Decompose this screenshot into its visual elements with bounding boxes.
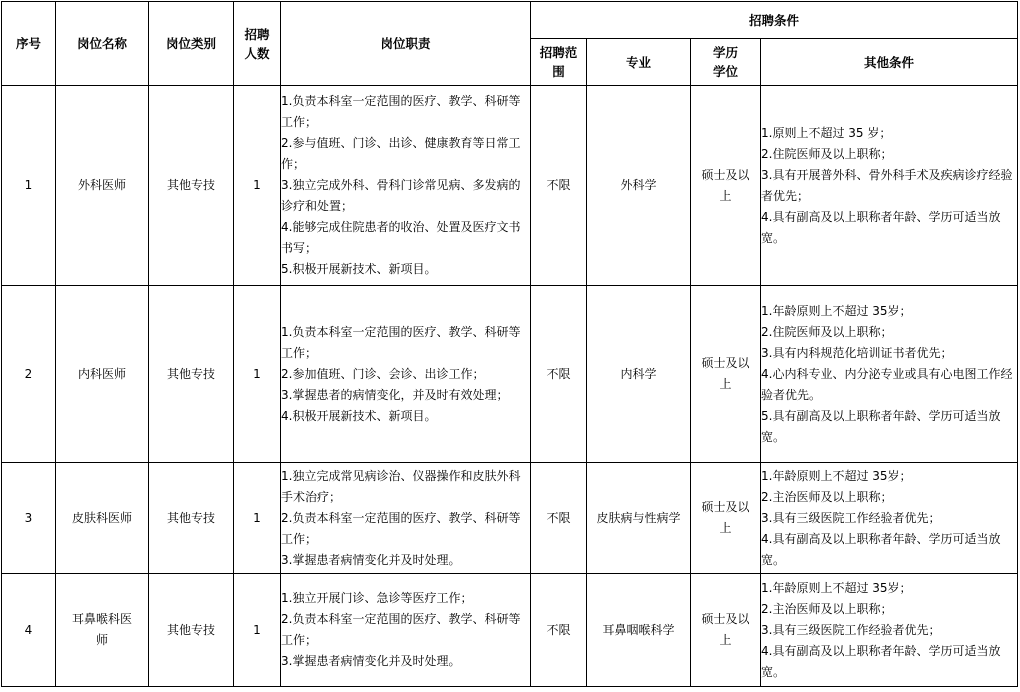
row-scope: 不限 xyxy=(531,463,587,574)
row-scope: 不限 xyxy=(531,86,587,286)
row-degree xyxy=(691,86,761,286)
row-other-conditions xyxy=(761,86,1018,286)
row-position-type: 其他专技 xyxy=(149,574,234,687)
row-degree-label: 硕士及以上 xyxy=(701,500,750,535)
row-seq: 1 xyxy=(2,86,56,286)
condition-item: 4.具有副高及以上职称者年龄、学历可适当放宽。 xyxy=(761,531,1001,567)
duty-item: 3.掌握患者的病情变化，并及时有效处理； xyxy=(281,387,509,402)
condition-item: 4.具有副高及以上职称者年龄、学历可适当放宽。 xyxy=(761,643,1001,679)
duty-item: 1.独立完成常见病诊治、仪器操作和皮肤外科手术治疗； xyxy=(281,468,521,504)
duty-item: 4.能够完成住院患者的收治、处置及医疗文书书写； xyxy=(281,220,521,255)
condition-item: 2.主治医师及以上职称； xyxy=(761,601,893,616)
duty-item: 1.负责本科室一定范围的医疗、教学、科研等工作； xyxy=(281,94,521,129)
row-major xyxy=(587,463,691,574)
row-position-name-label: 耳鼻喉科医师 xyxy=(71,612,132,647)
condition-item: 4.心内科专业、内分泌专业或具有心电图工作经验者优先。 xyxy=(761,366,1013,402)
duty-item: 2.参加值班、门诊、会诊、出诊工作； xyxy=(281,366,485,381)
condition-item: 2.主治医师及以上职称； xyxy=(761,489,893,504)
header-degree-label: 学历学位 xyxy=(712,45,738,79)
row-duties xyxy=(281,86,531,286)
table-row xyxy=(2,86,1018,286)
condition-item: 3.具有开展普外科、骨外科手术及疾病诊疗经验者优先； xyxy=(761,167,1013,203)
row-scope: 不限 xyxy=(531,574,587,687)
condition-item: 1.年龄原则上不超过 35岁； xyxy=(761,468,912,483)
row-seq: 4 xyxy=(2,574,56,687)
header-duties: 岗位职责 xyxy=(281,2,531,86)
header-hire-count xyxy=(234,2,281,86)
header-conditions: 招聘条件 xyxy=(531,2,1018,39)
row-duties xyxy=(281,574,531,687)
header-position-name: 岗位名称 xyxy=(56,2,149,86)
row-major: 内科学 xyxy=(587,286,691,463)
row-position-name: 内科医师 xyxy=(56,286,149,463)
row-position-type: 其他专技 xyxy=(149,86,234,286)
duty-item: 4.积极开展新技术、新项目。 xyxy=(281,408,437,423)
row-other-conditions xyxy=(761,463,1018,574)
duty-item: 2.负责本科室一定范围的医疗、教学、科研等工作； xyxy=(281,510,521,546)
row-other-conditions xyxy=(761,286,1018,463)
duty-item: 1.负责本科室一定范围的医疗、教学、科研等工作； xyxy=(281,324,521,360)
condition-item: 3.具有内科规范化培训证书者优先； xyxy=(761,345,953,360)
table-row xyxy=(2,286,1018,463)
condition-item: 1.原则上不超过 35 岁； xyxy=(761,125,892,140)
row-degree xyxy=(691,463,761,574)
condition-item: 5.具有副高及以上职称者年龄、学历可适当放宽。 xyxy=(761,408,1001,444)
condition-item: 2.住院医师及以上职称； xyxy=(761,146,893,161)
duty-item: 3.独立完成外科、骨科门诊常见病、多发病的诊疗和处置； xyxy=(281,178,521,213)
recruitment-table xyxy=(1,1,1018,687)
row-seq: 3 xyxy=(2,463,56,574)
header-scope xyxy=(531,39,587,86)
row-position-name: 皮肤科医师 xyxy=(56,463,149,574)
row-duties xyxy=(281,286,531,463)
condition-item: 1.年龄原则上不超过 35岁； xyxy=(761,303,912,318)
row-degree xyxy=(691,574,761,687)
row-position-name xyxy=(56,574,149,687)
row-hire-count: 1 xyxy=(234,574,281,687)
row-position-type: 其他专技 xyxy=(149,286,234,463)
row-degree-label: 硕士及以上 xyxy=(701,167,750,203)
header-scope-label: 招聘范围 xyxy=(539,45,578,79)
duty-item: 2.参与值班、门诊、出诊、健康教育等日常工作； xyxy=(281,136,521,171)
condition-item: 2.住院医师及以上职称； xyxy=(761,324,893,339)
header-major: 专业 xyxy=(587,39,691,86)
header-other: 其他条件 xyxy=(761,39,1018,86)
duty-item: 1.独立开展门诊、急诊等医疗工作； xyxy=(281,591,473,605)
row-degree xyxy=(691,286,761,463)
row-hire-count: 1 xyxy=(234,463,281,574)
condition-item: 1.年龄原则上不超过 35岁； xyxy=(761,580,912,595)
row-major-label: 皮肤病与性病学 xyxy=(596,510,681,525)
row-hire-count: 1 xyxy=(234,286,281,463)
table-row xyxy=(2,574,1018,687)
row-other-conditions xyxy=(761,574,1018,687)
duty-item: 3.掌握患者病情变化并及时处理。 xyxy=(281,654,461,668)
condition-item: 4.具有副高及以上职称者年龄、学历可适当放宽。 xyxy=(761,209,1001,245)
row-degree-label: 硕士及以上 xyxy=(701,612,750,647)
duty-item: 5.积极开展新技术、新项目。 xyxy=(281,262,437,276)
row-duties xyxy=(281,463,531,574)
table-row xyxy=(2,463,1018,574)
row-hire-count: 1 xyxy=(234,86,281,286)
duty-item: 2.负责本科室一定范围的医疗、教学、科研等工作； xyxy=(281,612,521,647)
row-seq: 2 xyxy=(2,286,56,463)
header-degree xyxy=(691,39,761,86)
header-seq: 序号 xyxy=(2,2,56,86)
row-position-type: 其他专技 xyxy=(149,463,234,574)
row-major: 外科学 xyxy=(587,86,691,286)
row-major: 耳鼻咽喉科学 xyxy=(587,574,691,687)
row-degree-label: 硕士及以上 xyxy=(701,356,750,391)
duty-item: 3.掌握患者病情变化并及时处理。 xyxy=(281,552,461,567)
header-position-type: 岗位类别 xyxy=(149,2,234,86)
condition-item: 3.具有三级医院工作经验者优先； xyxy=(761,510,941,525)
condition-item: 3.具有三级医院工作经验者优先； xyxy=(761,622,941,637)
row-position-name: 外科医师 xyxy=(56,86,149,286)
header-hire-count-label: 招聘人数 xyxy=(244,26,270,61)
row-scope: 不限 xyxy=(531,286,587,463)
